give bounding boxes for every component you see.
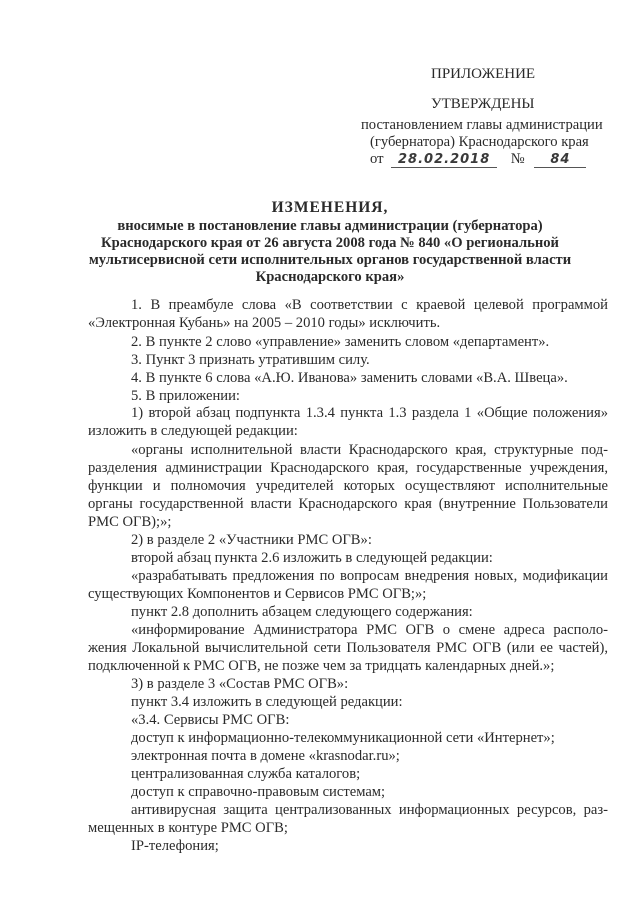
approved-heading: УТВЕРЖДЕНЫ	[431, 96, 535, 112]
body-line: существующих Компонентов и Сервисов РМС ОГВ;»;	[88, 586, 427, 602]
body-line: антивирусная защита централизованных информационных ресурсов, раз-	[131, 802, 608, 818]
title-line-1: вносимые в постановление главы администрации (губернатора)	[117, 218, 543, 234]
body-line: 4. В пункте 6 слова «А.Ю. Иванова» заменить словами «В.А. Швеца».	[131, 370, 568, 386]
body-line: 2. В пункте 2 слово «управление» заменить словом «департамент».	[131, 334, 550, 350]
body-line: второй абзац пункта 2.6 изложить в следующей редакции:	[131, 550, 493, 566]
date-label: от	[370, 151, 384, 167]
approved-by-line-1: постановлением главы администрации	[361, 117, 603, 133]
body-line: «информирование Администратора РМС ОГВ о смене адреса располо-	[131, 622, 608, 638]
body-line: разделения администрации Краснодарского края, государственные учреждения,	[88, 460, 608, 476]
body-line: пункт 2.8 дополнить абзацем следующего содержания:	[131, 604, 473, 620]
approved-by-line-2: (губернатора) Краснодарского края	[370, 134, 589, 150]
date-number-line	[370, 151, 586, 168]
handwritten-date: 28.02.2018	[391, 153, 497, 168]
body-line: 3. Пункт 3 признать утратившим силу.	[131, 352, 370, 368]
body-line: органы государственной власти Краснодарского края (внутренние Пользователи	[88, 496, 608, 512]
body-line: РМС ОГВ);»;	[88, 514, 172, 530]
body-line: доступ к информационно-телекоммуникационной сети «Интернет»;	[131, 730, 555, 746]
appendix-heading: ПРИЛОЖЕНИЕ	[431, 66, 536, 82]
body-line: изложить в следующей редакции:	[88, 423, 298, 439]
body-line: 1) второй абзац подпункта 1.3.4 пункта 1.3 раздела 1 «Общие положения»	[131, 405, 608, 421]
body-line: 3) в разделе 3 «Состав РМС ОГВ»:	[131, 676, 349, 692]
body-line: централизованная служба каталогов;	[131, 766, 361, 782]
body-line: мещенных в контуре РМС ОГВ;	[88, 820, 288, 836]
body-line: электронная почта в домене «krasnodar.ru»;	[131, 748, 400, 764]
body-line: доступ к справочно-правовым системам;	[131, 784, 386, 800]
body-line: подключенной к РМС ОГВ, не позже чем за тридцать календарных дней.»;	[88, 658, 555, 674]
body-line: «органы исполнительной власти Краснодарского края, структурные под-	[131, 442, 608, 458]
body-line: «разрабатывать предложения по вопросам внедрения новых, модификации	[131, 568, 608, 584]
body-line: 1. В преамбуле слова «В соответствии с краевой целевой программой	[131, 297, 608, 313]
title-line-2: Краснодарского края от 26 августа 2008 года № 840 «О региональной	[101, 235, 559, 251]
body-line: пункт 3.4 изложить в следующей редакции:	[131, 694, 403, 710]
body-line: 5. В приложении:	[131, 388, 240, 404]
body-line: 2) в разделе 2 «Участники РМС ОГВ»:	[131, 532, 372, 548]
body-line: жения Локальной вычислительной сети Пользователя РМС ОГВ (или ее частей),	[88, 640, 608, 656]
number-label: №	[510, 151, 525, 167]
body-line: «Электронная Кубань» на 2005 – 2010 годы» исключить.	[88, 315, 441, 331]
title-main: ИЗМЕНЕНИЯ,	[271, 199, 389, 216]
body-line: «3.4. Сервисы РМС ОГВ:	[131, 712, 290, 728]
title-line-3: мультисервисной сети исполнительных органов государственной власти	[88, 252, 572, 268]
title-line-4: Краснодарского края»	[255, 269, 405, 285]
body-line: функции и полномочия учредителей которых осуществляют исполнительные	[88, 478, 608, 494]
body-line: IP-телефония;	[131, 838, 219, 854]
handwritten-number: 84	[534, 153, 586, 168]
